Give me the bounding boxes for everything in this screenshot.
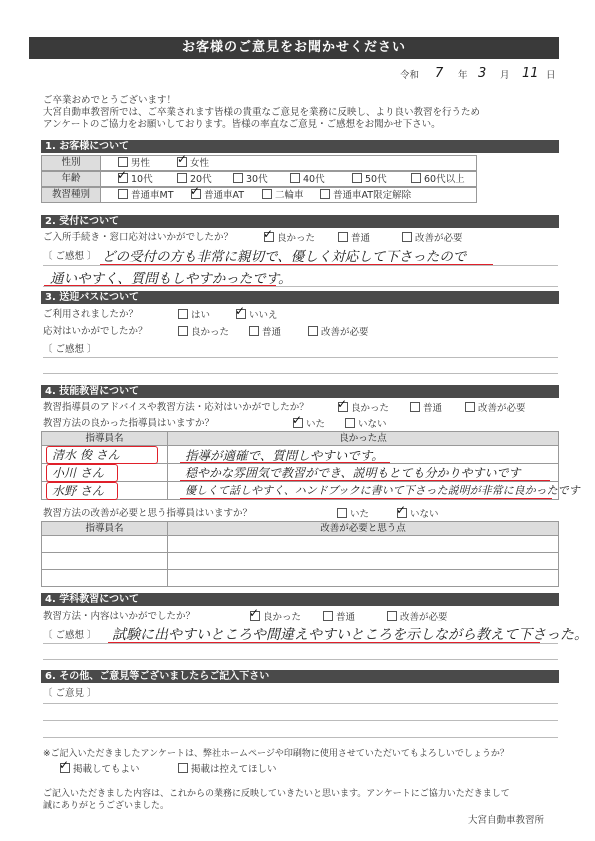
checkbox-icon — [337, 508, 347, 518]
age-label: 年齢 — [41, 171, 101, 187]
red-underline — [180, 498, 552, 499]
age-30s[interactable]: 30代 — [233, 173, 268, 186]
table-cell — [41, 552, 168, 570]
bus-comment-label: 〔 ご感想 〕 — [43, 344, 97, 355]
date-month: 3 — [478, 66, 487, 81]
checkbox-icon — [387, 611, 397, 621]
checkbox-icon — [178, 326, 188, 336]
reception-needs-improvement[interactable]: 改善が必要 — [402, 232, 463, 245]
other-comment-label: 〔 ご意見 〕 — [43, 688, 97, 699]
reception-question: ご入所手続き・窓口応対はいかがでしたか？ — [43, 232, 234, 243]
check-mark-icon: ✓ — [396, 503, 407, 517]
gender-label: 性別 — [41, 155, 101, 171]
consent-allow[interactable]: 掲載してもよい — [60, 763, 140, 776]
section-5-header: 4. 学科教習について — [41, 593, 559, 606]
check-mark-icon: ✓ — [235, 304, 246, 318]
skills-advice-needs-improvement[interactable]: 改善が必要 — [465, 402, 526, 415]
closing-line-2: 誠にありがとうございました。 — [43, 801, 170, 811]
academic-comment: 試験に出やすいところや間違えやすいところを示しながら教えて下さった。 — [112, 627, 588, 643]
age-10s[interactable]: 10代 — [118, 173, 153, 186]
table-cell — [41, 535, 168, 553]
checkbox-icon — [402, 232, 412, 242]
bus-service-normal[interactable]: 普通 — [249, 326, 281, 339]
table-cell — [167, 569, 559, 587]
checkbox-icon — [411, 173, 421, 183]
red-circle — [46, 446, 158, 464]
comment-rule — [43, 737, 558, 738]
comment-rule — [43, 659, 558, 660]
comment-rule — [43, 373, 558, 374]
course-at-limit-release[interactable]: 普通車AT限定解除 — [320, 189, 411, 202]
bus-service-good[interactable]: 良かった — [178, 326, 229, 339]
gender-male[interactable]: 男性 — [118, 157, 150, 170]
section-2-header: 2. 受付について — [41, 215, 559, 228]
checkbox-icon — [178, 763, 188, 773]
reception-comment-line-1: どの受付の方も非常に親切で、優しく対応して下さったので — [102, 249, 467, 265]
checkbox-icon — [262, 189, 272, 199]
improve-instructor-no[interactable]: いない — [397, 508, 439, 521]
academic-question: 教習方法・内容はいかがでしたか？ — [43, 611, 196, 622]
academic-needs-improvement[interactable]: 改善が必要 — [387, 611, 448, 624]
table-cell — [41, 569, 168, 587]
survey-title: お客様のご意見をお聞かせください — [29, 37, 559, 59]
good-instructor-question: 教習方法の良かった指導員はいますか？ — [43, 418, 215, 429]
bus-used-question: ご利用されましたか？ — [43, 309, 139, 320]
reception-comment-label: 〔 ご感想 〕 — [43, 251, 97, 262]
checkbox-icon — [233, 173, 243, 183]
red-circle — [46, 464, 118, 482]
academic-comment-label: 〔 ご感想 〕 — [43, 630, 97, 641]
gender-female[interactable]: 女性 — [177, 157, 209, 170]
checkbox-icon — [320, 189, 330, 199]
checkbox-icon — [118, 157, 128, 167]
comment-rule — [43, 286, 558, 287]
check-mark-icon: ✓ — [117, 168, 128, 182]
skills-advice-normal[interactable]: 普通 — [410, 402, 442, 415]
improve-instructor-yes[interactable]: いた — [337, 508, 369, 521]
reception-good[interactable]: 良かった — [264, 232, 315, 245]
course-mt[interactable]: 普通車MT — [118, 189, 174, 202]
checkbox-icon — [323, 611, 333, 621]
good-instructor-yes[interactable]: いた — [293, 418, 325, 431]
consent-decline[interactable]: 掲載は控えてほしい — [178, 763, 277, 776]
reception-normal[interactable]: 普通 — [338, 232, 370, 245]
red-underline — [180, 480, 550, 481]
date-year: 7 — [435, 66, 444, 81]
check-mark-icon: ✓ — [263, 227, 274, 241]
checkbox-icon — [345, 418, 355, 428]
comment-rule — [43, 720, 558, 721]
checkbox-icon — [249, 326, 259, 336]
section-6-header: 6. その他、ご意見等ございましたらご記入下さい — [41, 670, 559, 683]
date-era: 令和 — [400, 70, 420, 81]
age-50s[interactable]: 50代 — [352, 173, 387, 186]
bus-service-question: 応対はいかがでしたか？ — [43, 326, 148, 337]
red-circle — [46, 482, 118, 500]
academic-normal[interactable]: 普通 — [323, 611, 355, 624]
date-month-unit: 月 — [500, 70, 510, 81]
skills-advice-good[interactable]: 良かった — [338, 402, 389, 415]
table-cell — [167, 535, 559, 553]
school-name: 大宮自動車教習所 — [468, 815, 545, 826]
comment-rule — [43, 265, 558, 266]
gender-cell — [100, 152, 477, 171]
red-underline — [180, 462, 390, 463]
section-3-header: 3. 送迎バスについて — [41, 291, 559, 304]
intro-line-1: ご卒業おめでとうございます！ — [43, 95, 177, 106]
skills-advice-question: 教習指導員のアドバイスや教習方法・応対はいかがでしたか？ — [43, 402, 309, 413]
checkbox-icon — [308, 326, 318, 336]
instructor-comment-1: 指導が適確で、質問しやすいです。 — [185, 448, 384, 463]
date-year-unit: 年 — [458, 70, 468, 81]
check-mark-icon: ✓ — [177, 152, 188, 166]
check-mark-icon: ✓ — [59, 758, 70, 772]
instructor-name-1: 清水 俊 さん — [52, 448, 120, 462]
improve-instructor-question: 教習方法の改善が必要と思う指導員はいますか？ — [43, 508, 253, 519]
comment-rule — [43, 703, 558, 704]
age-40s[interactable]: 40代 — [290, 173, 325, 186]
age-20s[interactable]: 20代 — [177, 173, 212, 186]
instructor-comment-3: 優しくて話しやすく、ハンドブックに書いて下さった説明が非常に良かったです — [185, 484, 580, 497]
table-cell — [167, 552, 559, 570]
bus-used-no[interactable]: いいえ — [236, 309, 278, 322]
date-day: 11 — [522, 66, 539, 81]
course-label: 教習種別 — [41, 187, 101, 203]
instructor-name-2: 小川 さん — [52, 466, 104, 480]
checkbox-icon — [177, 173, 187, 183]
comment-rule — [43, 643, 558, 644]
bus-service-needs-improvement[interactable]: 改善が必要 — [308, 326, 369, 339]
instructor-name-header: 指導員名 — [41, 431, 168, 446]
bus-used-yes[interactable]: はい — [178, 309, 210, 322]
good-points-header: 良かった点 — [167, 431, 559, 446]
age-60s-plus[interactable]: 60代以上 — [411, 173, 465, 186]
check-mark-icon: ✓ — [337, 397, 348, 411]
checkbox-icon — [118, 189, 128, 199]
academic-good[interactable]: 良かった — [250, 611, 301, 624]
consent-question: ※ご記入いただきましたアンケートは、弊社ホームページや印刷物に使用させていただいてもよろしいでしょうか？ — [43, 749, 509, 759]
instructor-name-3: 水野 さん — [52, 484, 104, 498]
section-4-header: 4. 技能教習について — [41, 385, 559, 398]
check-mark-icon: ✓ — [190, 184, 201, 198]
intro-line-3: アンケートのご協力をお願いしております。皆様の率直なご意見・ご感想をお聞かせ下さい。 — [43, 119, 441, 130]
instructor-comment-2: 穏やかな雰囲気で教習ができ、説明もとても分かりやすいです — [185, 466, 521, 480]
checkbox-icon — [465, 402, 475, 412]
course-motorcycle[interactable]: 二輪車 — [262, 189, 304, 202]
date-day-unit: 日 — [546, 70, 556, 81]
intro-line-2: 大宮自動車教習所では、ご卒業されます皆様の貴重なご意見を業務に反映し、より良い教習を行うため — [43, 107, 481, 118]
checkbox-icon — [352, 173, 362, 183]
check-mark-icon: ✓ — [292, 413, 303, 427]
closing-line-1: ご記入いただきました内容は、これからの業務に反映していきたいと思います。アンケートにご協力いただきまして — [43, 789, 510, 799]
checkbox-icon — [178, 309, 188, 319]
check-mark-icon: ✓ — [249, 606, 260, 620]
course-at[interactable]: 普通車AT — [191, 189, 244, 202]
section-1-header: 1. お客様について — [41, 140, 559, 153]
improve-points-header: 改善が必要と思う点 — [167, 521, 559, 536]
good-instructor-no[interactable]: いない — [345, 418, 387, 431]
reception-comment-line-2: 通いやすく、質問もしやすかったです。 — [50, 271, 292, 287]
checkbox-icon — [338, 232, 348, 242]
comment-rule — [43, 357, 558, 358]
checkbox-icon — [290, 173, 300, 183]
checkbox-icon — [410, 402, 420, 412]
instructor-name-header-2: 指導員名 — [41, 521, 168, 536]
